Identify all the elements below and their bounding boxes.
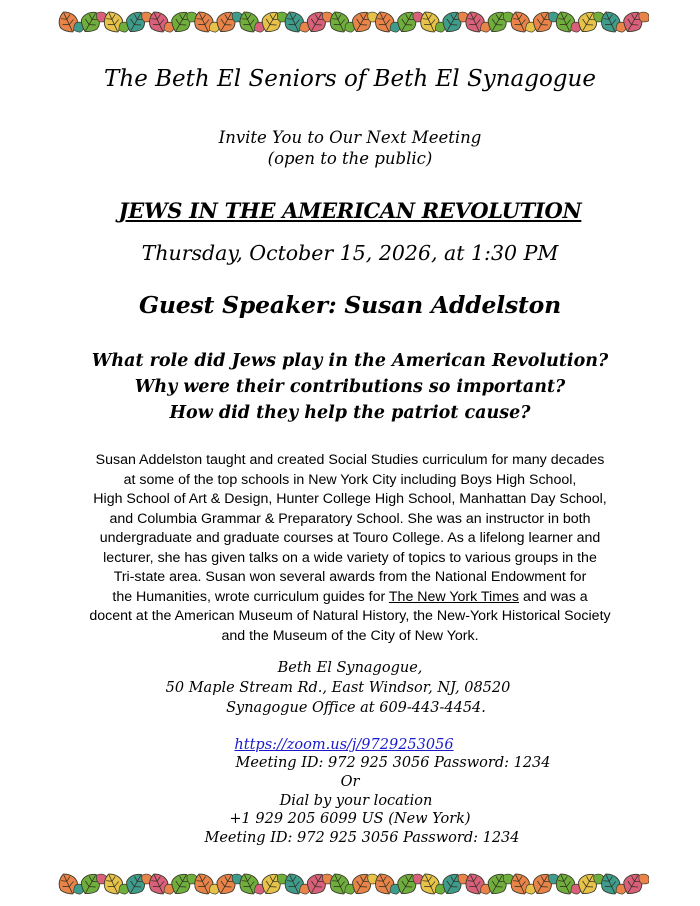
address-street: 50 Maple Stream Rd., East Windsor, NJ, 08520	[165, 680, 511, 696]
dial-text: Dial by your location	[279, 793, 433, 809]
invite-line-1: Invite You to Our Next Meeting	[218, 128, 482, 147]
bio-line	[0, 588, 700, 608]
event-title: JEWS IN THE AMERICAN REVOLUTION	[118, 198, 582, 223]
leaf-border-top-icon	[57, 8, 649, 36]
meeting-id-line-1: Meeting ID: 972 925 3056 Password: 1234	[235, 755, 551, 771]
address-phone: Synagogue Office at 609-443-4454.	[226, 700, 486, 716]
event-date: Thursday, October 15, 2026, at 1:30 PM	[141, 241, 559, 265]
leaf-border-bottom	[57, 870, 649, 898]
leaf-border-bottom-icon	[57, 870, 649, 898]
leaf-border-top	[57, 8, 649, 36]
page-title: The Beth El Seniors of Beth El Synagogue	[104, 66, 596, 92]
question-3: How did they help the patriot cause?	[169, 403, 531, 423]
bio-line: docent at the American Museum of Natural History, the New-York Historical Society	[89, 608, 611, 624]
bio-line: High School of Art & Design, Hunter College High School, Manhattan Day School,	[93, 491, 607, 507]
zoom-link[interactable]: https://zoom.us/j/9729253056	[234, 737, 454, 753]
bio-line: and the Museum of the City of New York.	[221, 627, 479, 644]
bio-line: Susan Addelston taught and created Social Studies curriculum for many decades	[95, 452, 605, 468]
or-text: Or	[340, 774, 360, 790]
bio-line: and Columbia Grammar & Preparatory School. She was an instructor in both	[109, 510, 591, 527]
bio-line: Tri-state area. Susan won several awards from the National Endowment for	[113, 569, 587, 585]
meeting-id-line-2: Meeting ID: 972 925 3056 Password: 1234	[204, 830, 520, 846]
address-name: Beth El Synagogue,	[277, 660, 423, 676]
guest-speaker: Guest Speaker: Susan Addelston	[138, 291, 562, 319]
newspaper-title: The New York Times	[388, 588, 519, 605]
bio-line: lecturer, she has given talks on a wide variety of topics to various groups in the	[103, 549, 597, 566]
question-2: Why were their contributions so important?	[134, 377, 566, 397]
bio-text: the Humanities, wrote curriculum guides for	[112, 588, 389, 605]
speaker-bio	[0, 451, 700, 646]
invite-line-2: (open to the public)	[267, 149, 433, 168]
bio-text: and was a	[519, 588, 588, 605]
question-1: What role did Jews play in the American Revolution?	[91, 351, 609, 371]
bio-line: at some of the top schools in New York City including Boys High School,	[123, 471, 577, 488]
dial-phone: +1 929 205 6099 US (New York)	[229, 811, 471, 827]
bio-line: undergraduate and graduate courses at Touro College. As a lifelong learner and	[99, 530, 601, 546]
